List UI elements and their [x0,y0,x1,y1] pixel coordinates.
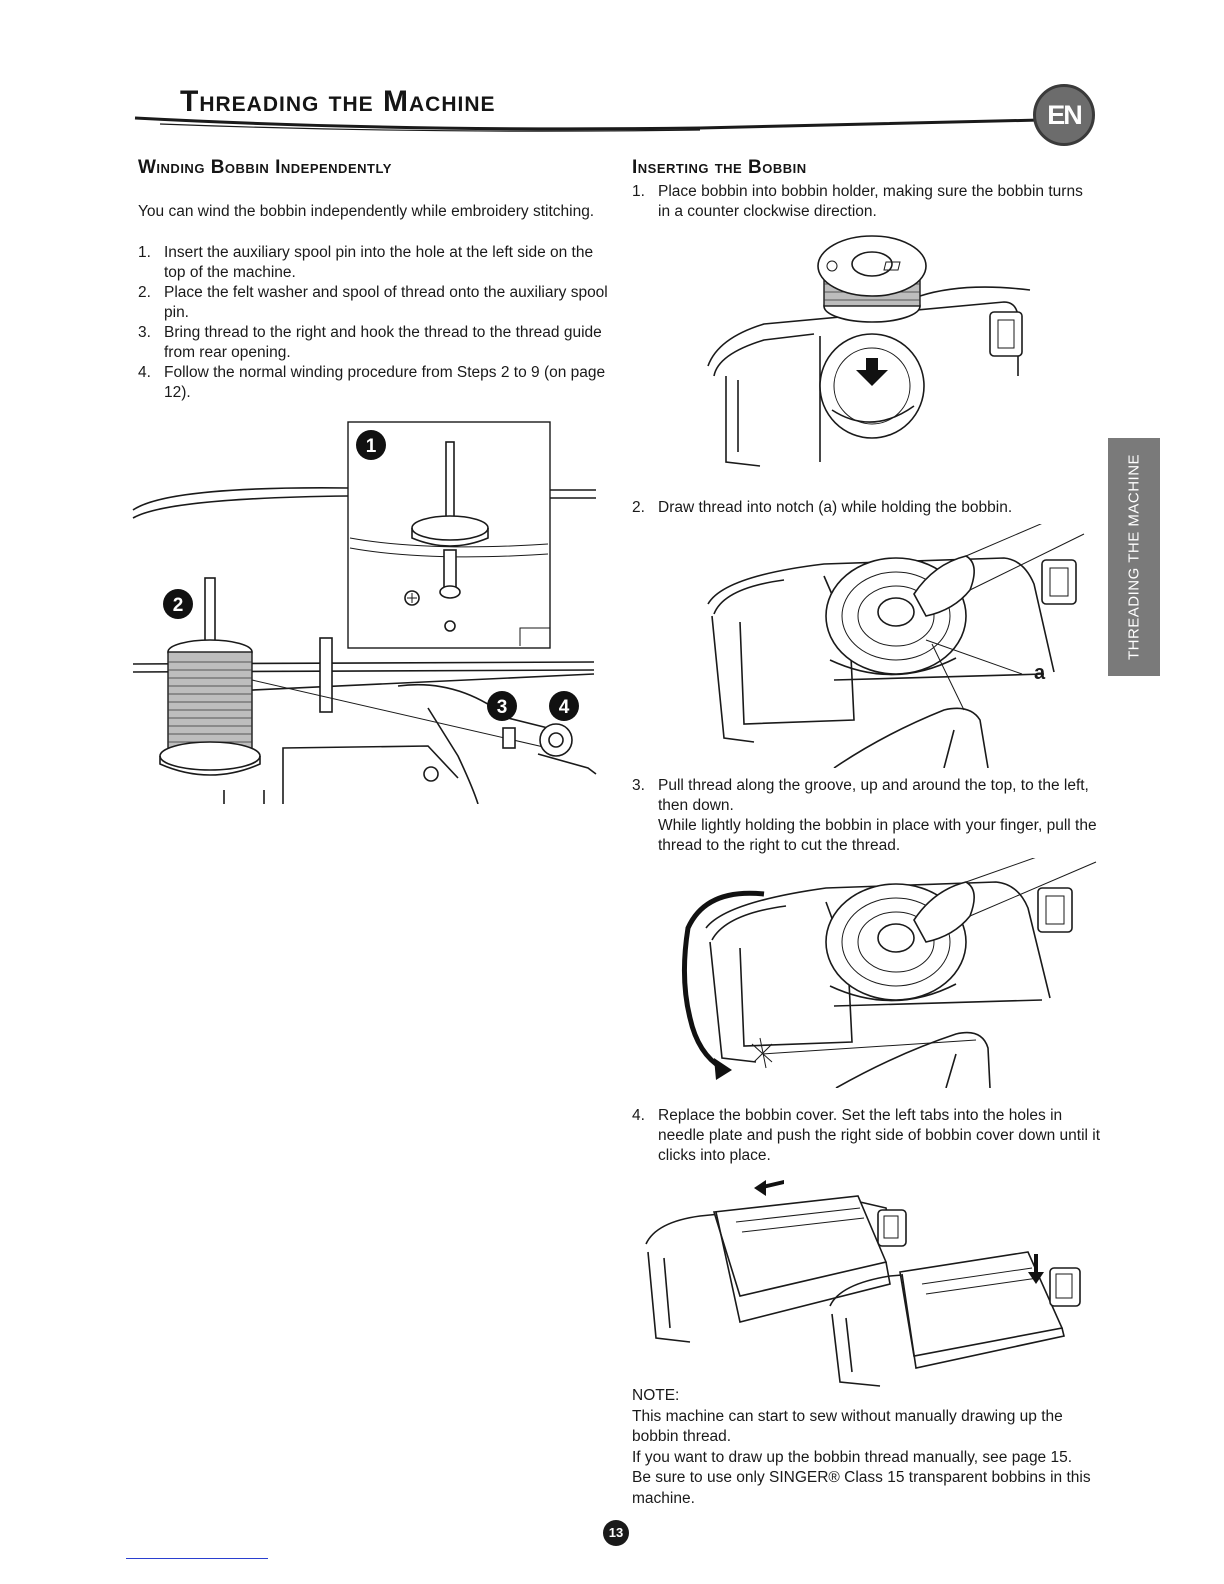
callout-4: 4 [558,697,570,718]
callout-1: 1 [365,436,377,457]
step-text-continued: While lightly holding the bobbin in place with your finger, pull the thread to the right to cut the thread. [658,817,1097,854]
note-line: This machine can start to sew without manually drawing up the bobbin thread. [632,1407,1063,1445]
step-number: 4. [138,364,151,381]
step-number: 3. [138,324,151,341]
step-number: 1. [632,183,645,200]
winding-steps [138,243,608,403]
footer-rule [126,1558,268,1559]
callout-2: 2 [172,595,184,616]
step-number: 2. [138,284,151,301]
step-text: Draw thread into notch (a) while holding the bobbin. [658,499,1013,516]
page-title: Threading the Machine [180,85,496,118]
inserting-step-1 [632,182,1092,222]
bobbin-insert-illustration [704,226,1049,472]
notch-illustration [704,524,1104,768]
section-side-tab [1108,438,1160,676]
inserting-step-4 [632,1106,1102,1166]
page-number: 13 [603,1520,629,1546]
notch-label: a [1034,662,1046,684]
step-text: Insert the auxiliary spool pin into the hole at the left side on the top of the machine. [164,244,594,281]
bobbin-cover-illustration [640,1172,1100,1402]
note-line: If you want to draw up the bobbin thread manually, see page 15. [632,1448,1073,1466]
step-number: 2. [632,499,645,516]
winding-heading: Winding Bobbin Independently [138,157,392,178]
step-number: 1. [138,244,151,261]
step-number: 3. [632,777,645,794]
step-text: Place the felt washer and spool of thread onto the auxiliary spool pin. [164,284,608,321]
step-text: Place bobbin into bobbin holder, making sure the bobbin turns in a counter clockwise direction. [658,183,1083,220]
auxiliary-spool-illustration [128,418,598,804]
note-label: NOTE: [632,1387,680,1404]
step-text: Replace the bobbin cover. Set the left tabs into the holes in needle plate and push the right side of bobbin cover down until it clicks into place. [658,1107,1101,1164]
inserting-step-2 [632,498,1092,518]
step-text: Pull thread along the groove, up and around the top, to the left, then down. [658,777,1089,814]
winding-step [138,363,608,403]
note-line: Be sure to use only SINGER® Class 15 transparent bobbins in this machine. [632,1469,1091,1507]
winding-intro: You can wind the bobbin independently while embroidery stitching. [138,203,595,220]
inserting-heading: Inserting the Bobbin [632,157,807,178]
winding-step [138,283,608,323]
callout-3: 3 [496,697,508,718]
step-text: Bring thread to the right and hook the thread to the thread guide from rear opening. [164,324,602,361]
winding-step [138,243,608,283]
step-text: Follow the normal winding procedure from Steps 2 to 9 (on page 12). [164,364,606,401]
step-number: 4. [632,1107,645,1124]
side-tab-label: THREADING THE MACHINE [1125,453,1143,661]
note-block [632,1386,1102,1509]
winding-step [138,323,608,363]
groove-illustration [676,858,1100,1088]
inserting-step-3 [632,776,1102,856]
language-badge: EN [1033,84,1095,146]
